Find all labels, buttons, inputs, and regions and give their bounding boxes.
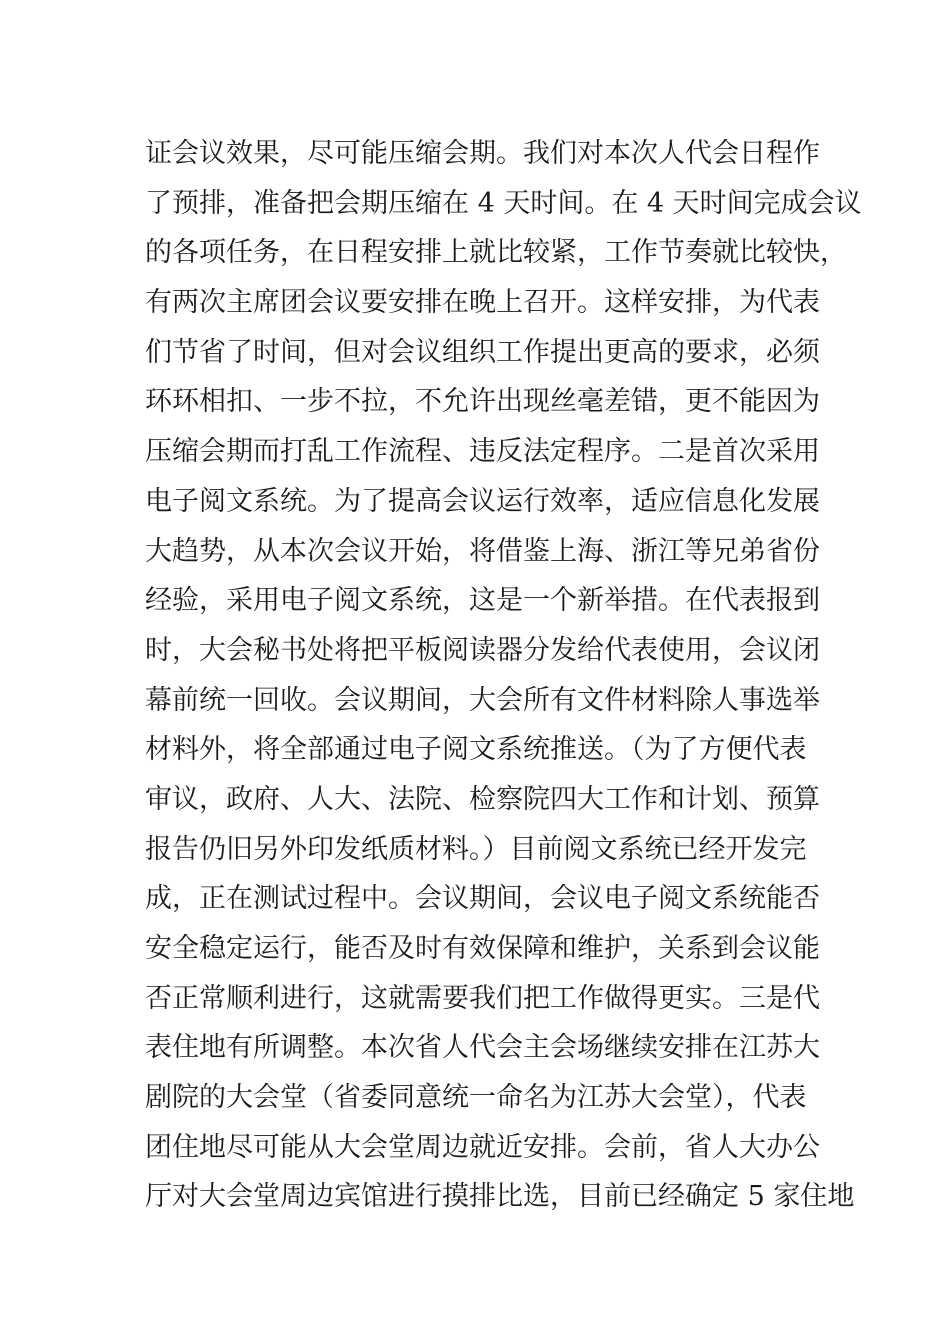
text-line-16: 成，正在测试过程中。会议期间，会议电子阅文系统能否 <box>145 883 820 915</box>
text-line-22: 厅对大会堂周边宾馆进行摸排比选，目前已经确定 5 家住地 <box>145 1181 855 1213</box>
text-line-4: 有两次主席团会议要安排在晚上召开。这样安排，为代表 <box>145 287 820 319</box>
text-line-9: 大趋势，从本次会议开始，将借鉴上海、浙江等兄弟省份 <box>145 535 820 567</box>
text-line-10: 经验，采用电子阅文系统，这是一个新举措。在代表报到 <box>145 585 820 617</box>
text-line-6: 环环相扣、一步不拉，不允许出现丝毫差错，更不能因为 <box>145 386 820 418</box>
text-line-20: 剧院的大会堂（省委同意统一命名为江苏大会堂），代表 <box>145 1082 807 1114</box>
text-line-7: 压缩会期而打乱工作流程、违反法定程序。二是首次采用 <box>145 436 820 468</box>
text-line-18: 否正常顺利进行，这就需要我们把工作做得更实。三是代 <box>145 982 820 1014</box>
text-line-5: 们节省了时间，但对会议组织工作提出更高的要求，必须 <box>145 336 820 368</box>
text-line-2: 了预排，准备把会期压缩在 4 天时间。在 4 天时间完成会议 <box>145 187 862 219</box>
text-line-19: 表住地有所调整。本次省人代会主会场继续安排在江苏大 <box>145 1032 820 1064</box>
text-line-8: 电子阅文系统。为了提高会议运行效率，适应信息化发展 <box>145 485 820 517</box>
text-line-13: 材料外，将全部通过电子阅文系统推送。（为了方便代表 <box>145 734 807 766</box>
body-text <box>145 129 862 1222</box>
text-line-11: 时，大会秘书处将把平板阅读器分发给代表使用，会议闭 <box>145 634 820 666</box>
text-line-17: 安全稳定运行，能否及时有效保障和维护，关系到会议能 <box>145 933 820 964</box>
text-line-1: 证会议效果，尽可能压缩会期。我们对本次人代会日程作 <box>145 138 820 169</box>
text-line-15: 报告仍旧另外印发纸质材料。）目前阅文系统已经开发完 <box>145 833 807 865</box>
text-line-21: 团住地尽可能从大会堂周边就近安排。会前，省人大办公 <box>145 1131 820 1163</box>
text-line-3: 的各项任务，在日程安排上就比较紧，工作节奏就比较快， <box>145 237 847 269</box>
text-line-12: 幕前统一回收。会议期间，大会所有文件材料除人事选举 <box>145 684 820 716</box>
text-line-14: 审议，政府、人大、法院、检察院四大工作和计划、预算 <box>145 783 820 815</box>
